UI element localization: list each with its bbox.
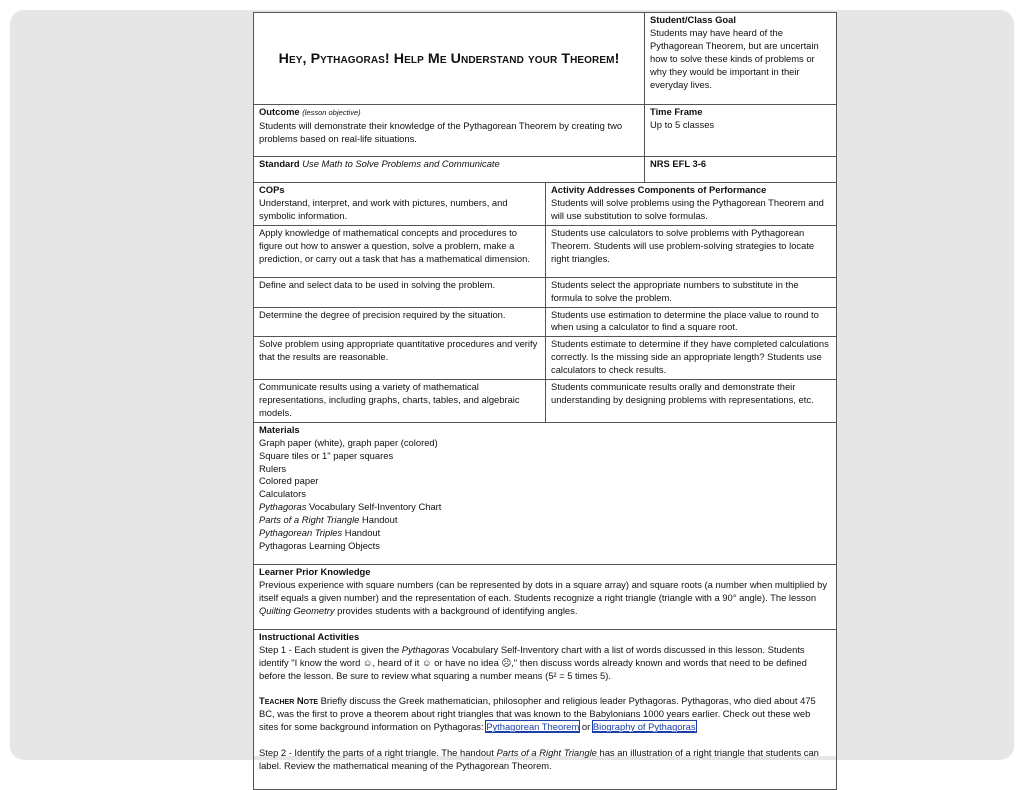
cop-row (254, 380, 837, 423)
prior-knowledge-text: Previous experience with square numbers (can be represented by dots in a square array) and square roots (a number when multiplied by itself equals a given number) and the representation of each. Students recognize a right triangle (triangle with a 90° angle). The lesson (259, 578, 828, 603)
title-row (254, 13, 837, 105)
prior-knowledge-cell (254, 564, 837, 629)
cop-row (254, 277, 837, 307)
document-title: Hey, Pythagoras! Help Me Understand your Theorem! (254, 13, 645, 105)
cop-row (254, 225, 837, 277)
cop-row (254, 183, 837, 226)
activity-cell: Students use calculators to solve problems with Pythagorean Theorem. Students will use problem-solving strategies to locate right triangles. (546, 225, 837, 277)
activity-text: Students will solve problems using the Pythagorean Theorem and will use substitution to solve formulas. (551, 196, 824, 221)
prior-knowledge-heading: Learner Prior Knowledge (259, 565, 371, 577)
cop-text: Understand, interpret, and work with pictures, numbers, and symbolic information. (259, 196, 508, 221)
standard-cell (254, 157, 645, 183)
lesson-plan-document (253, 12, 836, 772)
activity-cell: Students select the appropriate numbers to substitute in the formula to solve the problem. (546, 277, 837, 307)
cop-cell: Solve problem using appropriate quantitative procedures and verify that the results are reasonable. (254, 337, 546, 380)
timeframe-cell (645, 105, 837, 157)
materials-heading: Materials (259, 423, 300, 435)
lesson-plan-table (253, 12, 837, 790)
instructional-activities-cell (254, 629, 837, 789)
outcome-text: Students will demonstrate their knowledge of the Pythagorean Theorem by creating two problems based on real-life situations. (259, 119, 623, 144)
cop-cell: Define and select data to be used in solving the problem. (254, 277, 546, 307)
activity-heading: Activity Addresses Components of Performance (551, 184, 767, 195)
outcome-note: (lesson objective) (302, 108, 361, 117)
standard-text: Use Math to Solve Problems and Communicate (302, 158, 500, 169)
instructional-heading: Instructional Activities (259, 630, 360, 642)
step-2-text: Step 2 - Identify the parts of a right triangle. The handout (259, 747, 497, 759)
instructional-activities-row (254, 629, 837, 789)
activity-cell: Students estimate to determine if they have completed calculations correctly. Is the missing side an appropriate length? Students use calculators to check results. (546, 337, 837, 380)
timeframe-heading: Time Frame (650, 106, 703, 117)
materials-row (254, 422, 837, 564)
teacher-note (259, 695, 831, 734)
pythagorean-theorem-link[interactable]: Pythagorean Theorem (486, 721, 580, 733)
cops-heading: COPs (259, 184, 285, 195)
goal-cell (645, 13, 837, 105)
step-2 (259, 747, 831, 773)
activity-cell: Students use estimation to determine the place value to round to when using a calculator to find a square root. (546, 307, 837, 337)
cop-cell: Communicate results using a variety of mathematical representations, including graphs, charts, tables, and algebraic models. (254, 380, 546, 423)
activity-cell: Students communicate results orally and demonstrate their understanding by designing problems with representations, etc. (546, 380, 837, 423)
material-item-rest: Vocabulary Self-Inventory Chart (306, 501, 442, 513)
material-item: Calculators (259, 488, 306, 500)
cop-cell: Apply knowledge of mathematical concepts and procedures to figure out how to answer a question, solve a problem, make a prediction, or carry out a task that has a mathematical dimension. (254, 225, 546, 277)
goal-text: Students may have heard of the Pythagorean Theorem, but are uncertain how to solve these kinds of problems or why they would be important in their everyday lives. (650, 26, 819, 90)
material-item: Rulers (259, 462, 287, 474)
standard-row (254, 157, 837, 183)
prior-knowledge-row (254, 564, 837, 629)
cop-row (254, 307, 837, 337)
step-1 (259, 644, 831, 683)
cop-cell: Determine the degree of precision required by the situation. (254, 307, 546, 337)
material-item-title: Parts of a Right Triangle (259, 514, 360, 526)
material-item: Square tiles or 1" paper squares (259, 449, 394, 461)
prior-knowledge-lesson: Quilting Geometry (259, 604, 335, 616)
goal-heading: Student/Class Goal (650, 14, 736, 25)
activity-cell (546, 183, 837, 226)
step-1-text: Step 1 - Each student is given the (259, 643, 402, 655)
cop-row (254, 337, 837, 380)
outcome-heading: Outcome (259, 106, 300, 117)
link-joiner: or (579, 721, 593, 733)
material-item-rest: Handout (359, 514, 398, 526)
teacher-note-text: Briefly discuss the Greek mathematician, philosopher and religious leader Pythagoras. Pythagoras, who died about 475 BC, was the first to prove a theorem about right triangles that was known to the Babylonians 1000 years earlier. Check out these web sites for some background information on Pythagoras: (259, 695, 816, 733)
cop-cell (254, 183, 546, 226)
teacher-note-label: Teacher Note (259, 695, 319, 707)
step-1-text-end: Vocabulary Self-Inventory chart with a list of words discussed in this lesson. Students identify "I know the word ☺, heard of it ☺ or have no idea ☹," then discuss words already known and words that need to be defined before the lesson. Be sure to review what squaring a number means (5² = 5 times 5). (259, 643, 807, 681)
material-item-rest: Handout (342, 527, 381, 539)
material-item-title: Pythagoras (259, 501, 307, 513)
material-item: Graph paper (white), graph paper (colored) (259, 436, 438, 448)
materials-cell (254, 422, 837, 564)
standard-label: Standard (259, 158, 300, 169)
step-2-italic: Parts of a Right Triangle (496, 747, 597, 759)
nrs-cell: NRS EFL 3-6 (645, 157, 837, 183)
timeframe-text: Up to 5 classes (650, 118, 715, 130)
outcome-cell (254, 105, 645, 157)
biography-of-pythagoras-link[interactable]: Biography of Pythagoras (592, 721, 696, 733)
outcome-row (254, 105, 837, 157)
material-item: Colored paper (259, 475, 319, 487)
step-1-italic: Pythagoras (401, 643, 450, 655)
step-2-text-end: has an illustration of a right triangle that students can label. Review the mathematical meaning of the Pythagorean Theorem. (259, 747, 819, 772)
material-item-title: Pythagorean Triples (259, 527, 343, 539)
prior-knowledge-text-end: provides students with a background of identifying angles. (334, 604, 578, 616)
material-item: Pythagoras Learning Objects (259, 539, 380, 551)
